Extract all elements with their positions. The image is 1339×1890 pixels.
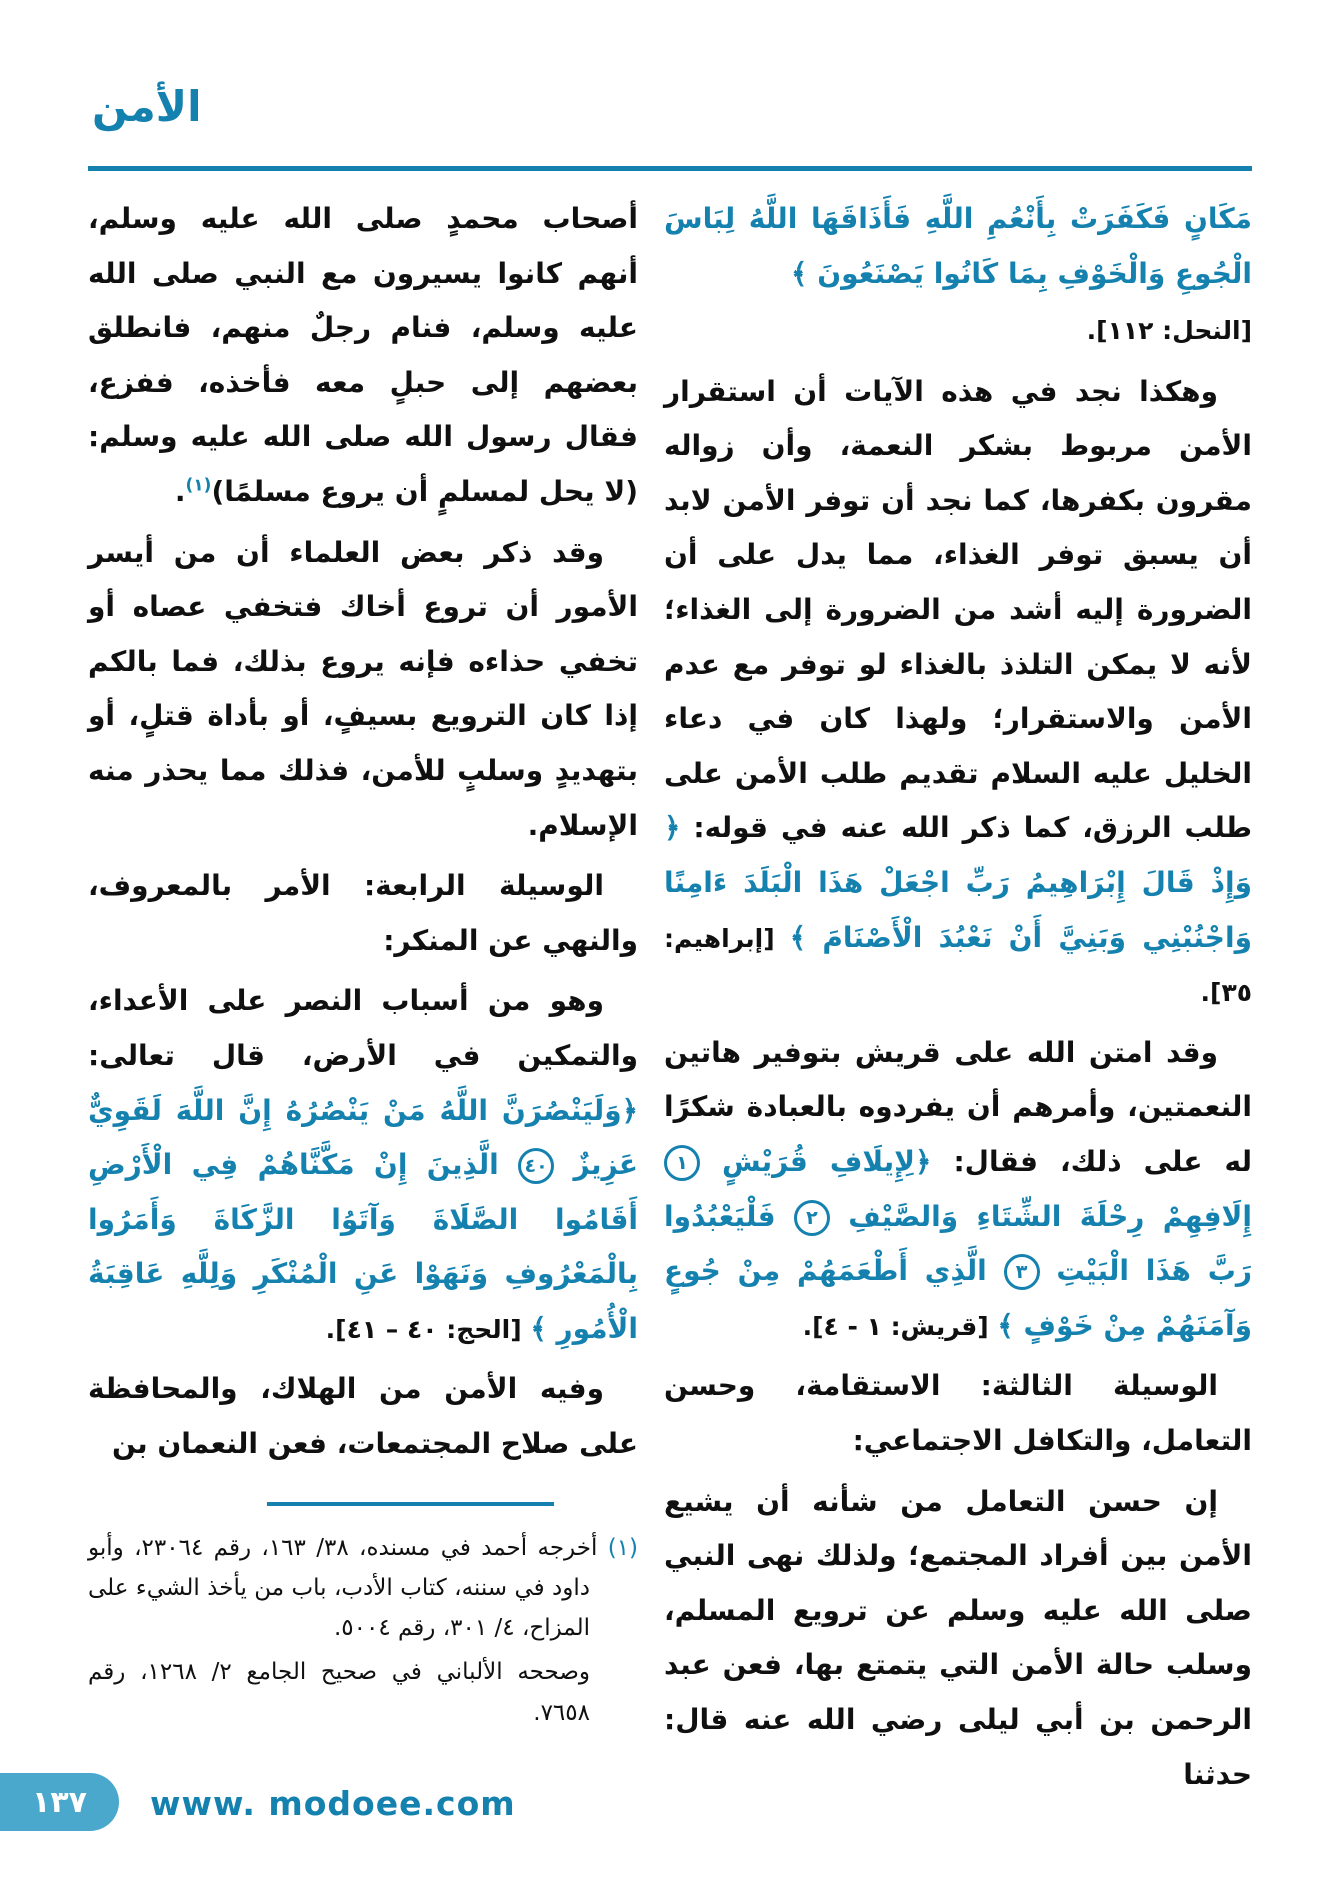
header-divider — [88, 166, 1252, 171]
quran-verse-quraysh: ﴿لِإِيلَافِ قُرَيْشٍ — [700, 1145, 932, 1178]
ayah-number-1: ١ — [664, 1145, 700, 1181]
ayah-number-3: ٣ — [1004, 1254, 1040, 1290]
footnote-number: (١) — [607, 1534, 639, 1561]
paragraph-good-dealing: إن حسن التعامل من شأنه أن يشيع الأمن بين أفراد المجتمع؛ ولذلك نهى النبي صلى الله عليه وسلم عن ترويع المسلم، وسلب حالة الأمن التي يتمتع بها، فعن عبد الرحمن بن أبي ليلى رضي الله عنه قال: حدثنا — [664, 1484, 1252, 1791]
footnote-entry: وصححه الألباني في صحيح الجامع ٢/ ١٢٦٨، رقم ٧٦٥٨. — [88, 1659, 590, 1726]
footnote-marker: (١) — [185, 475, 212, 496]
paragraph-security-stability — [664, 365, 1252, 1020]
quran-verse-hajj: الَّذِينَ إِنْ مَكَّنَّاهُمْ فِي الْأَرْضِ أَقَامُوا الصَّلَاةَ وَآتَوُا الزَّكَاةَ وَأَمَرُوا بِالْمَعْرُوفِ وَنَهَوْا عَنِ الْمُنْكَرِ وَلِلَّهِ عَاقِبَةُ الْأُمُورِ ﴾ — [88, 1148, 638, 1345]
hadith-text: (لا يحل لمسلمٍ أن يروع مسلمًا) — [211, 474, 638, 508]
site-url: www. modoee.com — [150, 1784, 516, 1823]
body-text: أصحاب محمدٍ صلى الله عليه وسلم، أنهم كانوا يسيرون مع النبي صلى الله عليه وسلم، فنام رجلٌ منهم، فانطلق بعضهم إلى حبلٍ معه فأخذه، ففزع، فقال رسول الله صلى الله عليه وسلم: — [88, 202, 638, 454]
verse-reference-nahl: [النحل: ١١٢]. — [1086, 316, 1252, 346]
footnote-divider — [267, 1502, 554, 1506]
quran-verse-hajj: ﴿وَلَيَنْصُرَنَّ اللَّهُ مَنْ يَنْصُرُهُ إِنَّ اللَّهَ لَقَوِيٌّ عَزِيزٌ — [88, 1093, 638, 1182]
verse-text: مَكَانٍ فَكَفَرَتْ بِأَنْعُمِ اللَّهِ فَأَذَاقَهَا اللَّهُ لِبَاسَ الْجُوعِ وَالْخَوْفِ بِمَا كَانُوا يَصْنَعُونَ ﴾ — [664, 202, 1252, 290]
footnote-entry — [88, 1528, 638, 1649]
text-columns — [88, 192, 1252, 1808]
body-text: وقد امتن الله على قريش بتوفير هاتين النعمتين، وأمرهم أن يفردوه بالعبادة شكرًا له على ذلك، فقال: — [664, 1035, 1252, 1178]
body-text: وهكذا نجد في هذه الآيات أن استقرار الأمن مربوط بشكر النعمة، وأن زواله مقرون بكفرها، كما نجد أن توفر الأمن لابد أن يسبق توفر الغذاء، مما يدل على أن الضرورة إليه أشد من الضرورة إلى الغذاء؛ لأنه لا يمكن التلذذ بالغذاء لو توفر مع عدم الأمن والاستقرار؛ ولهذا كان في دعاء الخليل عليه السلام تقديم طلب الأمن على طلب الرزق، كما ذكر الله عنه في قوله: — [664, 374, 1252, 845]
verse-reference-quraysh: [قريش: ١ - ٤]. — [802, 1311, 998, 1341]
section-heading-fourth-means: الوسيلة الرابعة: الأمر بالمعروف، والنهي عن المنكر: — [88, 869, 638, 957]
footnotes — [88, 1528, 638, 1733]
body-text: وهو من أسباب النصر على الأعداء، والتمكين في الأرض، قال تعالى: — [88, 984, 638, 1072]
verse-reference-hajj: [الحج: ٤٠ – ٤١]. — [325, 1314, 531, 1344]
ayah-number-2: ٢ — [794, 1200, 830, 1236]
quran-verse-nahl — [664, 192, 1252, 301]
body-text: . — [174, 474, 186, 508]
footnote-text: أخرجه أحمد في مسنده، ٣٨/ ١٦٣، رقم ٢٣٠٦٤، وأبو داود في سننه، كتاب الأدب، باب من يأخذ الشيء على المزاح، ٤/ ٣٠١، رقم ٥٠٠٤. — [88, 1534, 598, 1642]
section-heading-third-means: الوسيلة الثالثة: الاستقامة، وحسن التعامل، والتكافل الاجتماعي: — [664, 1369, 1252, 1457]
ayah-number-40: ٤٠ — [518, 1148, 554, 1184]
page-number: ١٣٧ — [32, 1784, 87, 1820]
quran-verse-quraysh: الَّذِي أَطْعَمَهُمْ مِنْ جُوعٍ وَآمَنَهُمْ مِنْ خَوْفٍ ﴾ — [664, 1254, 1252, 1342]
paragraph-quraysh — [664, 1026, 1252, 1354]
verse-reference-ibrahim: [إبراهيم: ٣٥]. — [664, 923, 1252, 1008]
quran-verse-quraysh: إِلَافِهِمْ رِحْلَةَ الشِّتَاءِ وَالصَّيْفِ — [829, 1199, 1252, 1233]
column-right — [664, 192, 1252, 1808]
column-left — [88, 192, 638, 1808]
quran-verse-ibrahim: ﴿ وَإِذْ قَالَ إِبْرَاهِيمُ رَبِّ اجْعَلْ هَذَا الْبَلَدَ ءَامِنًا وَاجْنُبْنِي وَبَنِيَّ أَنْ نَعْبُدَ الْأَصْنَامَ ﴾ — [664, 811, 1252, 954]
chapter-title: الأمن — [92, 82, 202, 131]
paragraph-hadith-rope — [88, 192, 638, 520]
paragraph-preservation: وفيه الأمن من الهلاك، والمحافظة على صلاح المجتمعات، فعن النعمان بن — [88, 1372, 638, 1461]
page-number-badge — [0, 1773, 119, 1831]
quran-verse-quraysh: فَلْيَعْبُدُوا رَبَّ هَذَا الْبَيْتِ — [664, 1199, 1253, 1288]
paragraph-scholars: وقد ذكر بعض العلماء أن من أيسر الأمور أن تروع أخاك فتخفي عصاه أو تخفي حذاءه فإنه يروع بذلك، فما بالكم إذا كان الترويع بسيفٍ، أو بأداة قتلٍ، أو بتهديدٍ وسلبٍ للأمن، فذلك مما يحذر منه الإسلام. — [88, 535, 638, 842]
paragraph-hajj-verse — [88, 974, 638, 1356]
